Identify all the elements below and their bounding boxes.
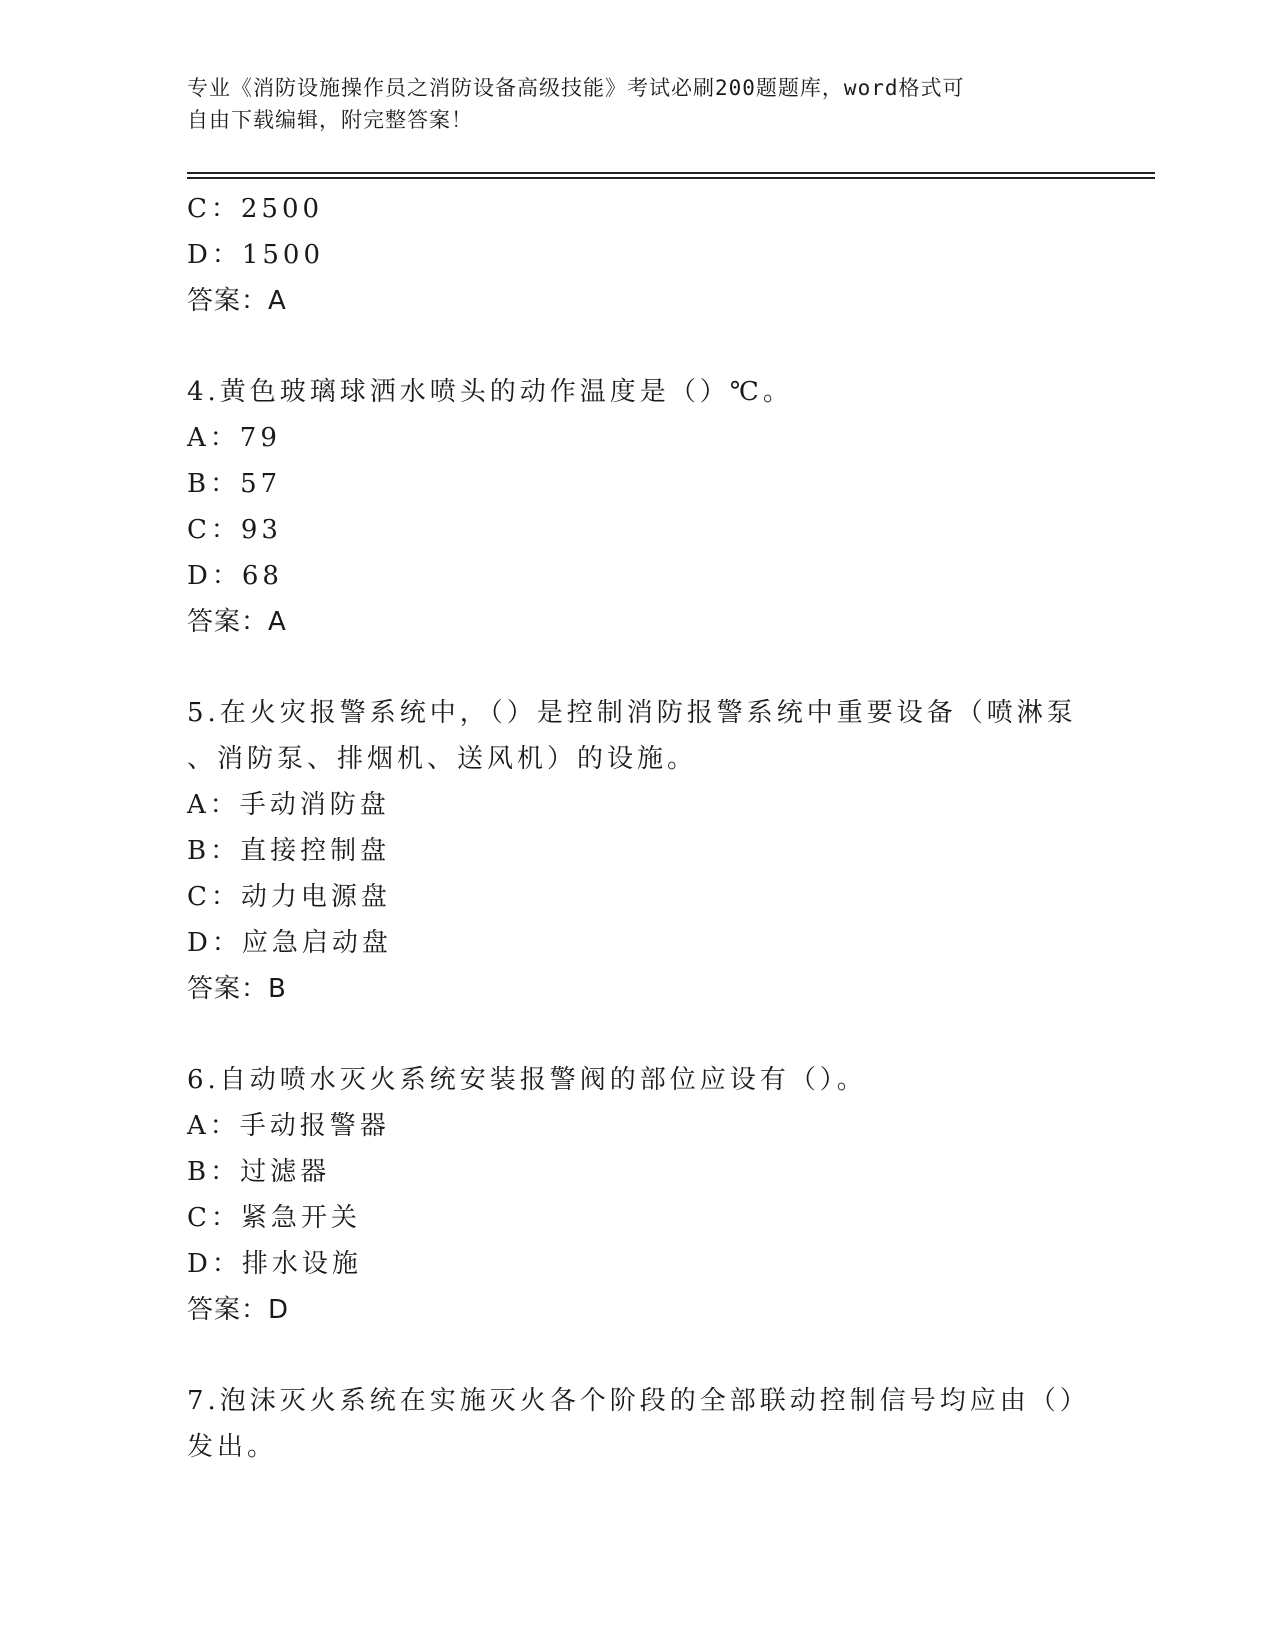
q3-option-d: D：1500 xyxy=(187,240,325,270)
document-header xyxy=(187,72,1067,136)
q4-option-c: C：93 xyxy=(187,515,282,545)
q6-option-b: B：过滤器 xyxy=(187,1157,331,1187)
question-5 xyxy=(187,690,1087,1012)
q6-option-d: D：排水设施 xyxy=(187,1249,362,1279)
header-rule-bottom xyxy=(187,177,1155,179)
header-line-1: 专业《消防设施操作员之消防设备高级技能》考试必刷200题题库，word格式可 xyxy=(187,76,965,100)
header-rule-top xyxy=(187,172,1155,174)
q6-option-a: A：手动报警器 xyxy=(187,1111,390,1141)
q6-answer: 答案：D xyxy=(187,1295,290,1325)
question-6 xyxy=(187,1057,1087,1333)
question-4 xyxy=(187,369,1087,645)
q6-question: 6.自动喷水灭火系统安装报警阀的部位应设有（）。 xyxy=(187,1065,867,1095)
q4-option-b: B：57 xyxy=(187,469,282,499)
q5-question-line-1: 5.在火灾报警系统中，（）是控制消防报警系统中重要设备（喷淋泵 xyxy=(187,698,1077,728)
q5-answer: 答案：B xyxy=(187,974,287,1004)
q5-option-d: D：应急启动盘 xyxy=(187,928,392,958)
q5-question-line-2: 、消防泵、排烟机、送风机）的设施。 xyxy=(187,744,698,774)
q7-question-line-2: 发出。 xyxy=(187,1432,278,1462)
q6-option-c: C：紧急开关 xyxy=(187,1203,361,1233)
q4-question: 4.黄色玻璃球洒水喷头的动作温度是（）℃。 xyxy=(187,377,793,407)
q4-answer: 答案：A xyxy=(187,607,287,637)
q5-option-c: C：动力电源盘 xyxy=(187,882,391,912)
q7-question-line-1: 7.泡沫灭火系统在实施灭火各个阶段的全部联动控制信号均应由（） xyxy=(187,1386,1090,1416)
q3-answer: 答案：A xyxy=(187,286,287,316)
question-list xyxy=(187,186,1090,1470)
q5-option-a: A：手动消防盘 xyxy=(187,790,390,820)
q5-option-b: B：直接控制盘 xyxy=(187,836,391,866)
header-line-2: 自由下载编辑，附完整答案！ xyxy=(187,108,473,132)
q4-option-a: A：79 xyxy=(187,423,281,453)
q4-option-d: D：68 xyxy=(187,561,283,591)
question-3-tail xyxy=(187,186,1087,324)
q3-option-c: C：2500 xyxy=(187,194,324,224)
question-7 xyxy=(187,1378,1090,1470)
